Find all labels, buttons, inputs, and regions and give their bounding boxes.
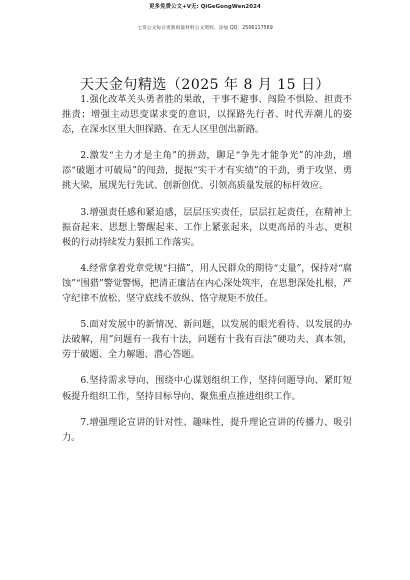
paragraph-4: 4.经常拿着党章党规“扫描”，用人民群众的期待“丈量”，保持对“腐蚀”“围猎”警觉警惕，把清正廉洁在内心深处筑牢，在思想深处扎根，严守纪律不放松、坚守底线不放纵、恪守规矩不放任。 <box>62 262 352 305</box>
paragraph-2: 2.激发“主力才是主角”的拼劲，聊足“争先才能争光”的冲劲，增添“破题才可破局”的闯劲，提振“实干才有实绩”的干劲，勇于攻坚、勇挑大梁，展现先行先试、创新创优、引领高质量发展的标杆效应。 <box>62 150 352 192</box>
document-body <box>62 92 352 454</box>
paragraph-1: 1.强化改革关头勇者胜的果敢，干事不避事、闯险不惧险、担责不推责；增强主动思变谋求变的意识，以探路先行者、时代弄潮儿的姿态，在深水区里大胆探路、在无人区里创出新路。 <box>62 94 352 136</box>
header-subline: 七哥公文每日更新海量材料公文资料，添加 QQ：2506117569 <box>137 26 273 31</box>
paragraph-6: 6.坚持需求导向、围绕中心谋划组织工作，坚持问题导向、紧盯短板提升组织工作，坚持目标导向、聚焦重点推进组织工作。 <box>62 375 352 402</box>
header-promo-line: 更多免费公文+V无: QiGeGongWen2024 <box>149 4 261 10</box>
page-title: 天天金句精选（2025 年 8 月 15 日） <box>79 77 331 93</box>
paragraph-5: 5.面对发展中的新情况、新问题，以发展的眼光看待、以发展的办法破解，用”问题有一我有十法，问题有十我有百法”硬功夫、真本领，劳于破题、全力解题、潜心答题。 <box>62 319 352 361</box>
paragraph-3: 3.增强责任感和紧迫感，层层压实责任，层层扛起责任，在精神上振奋起来、思想上警醒起来、工作上紧张起来，以更高昂的斗志、更积极的行动持续发力狠抓工作落实。 <box>62 206 352 248</box>
paragraph-7: 7.增强理论宣讲的针对性、趣味性，提升理论宣讲的传播力、吸引力。 <box>62 416 352 443</box>
